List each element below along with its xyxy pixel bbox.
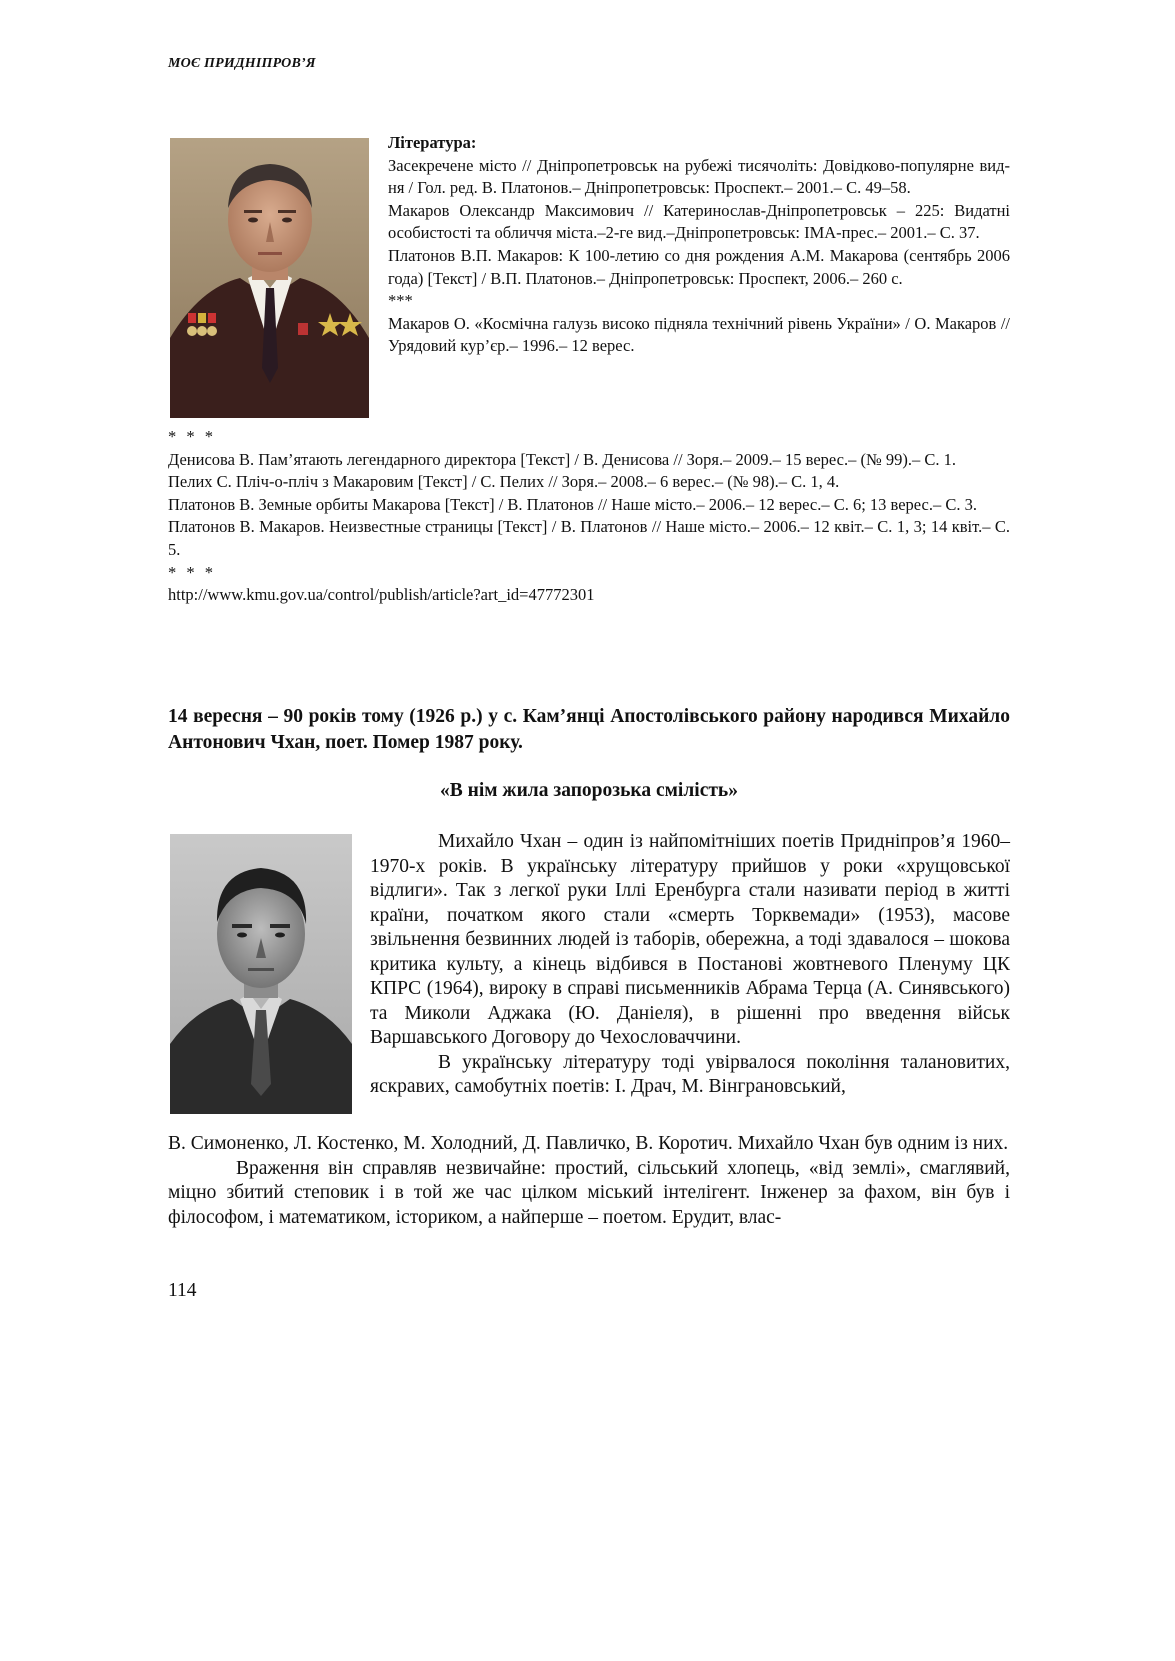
literature-item: Платонов В.П. Макаров: К 100-летию со дня рождения А.М. Макарова (сентябрь 2006 года) [Текст] / В.П. Платонов.– Днiпропетровськ: Проспект, 2006.– 260 с.: [388, 245, 1010, 288]
article-paragraph: Михайло Чхан – один із найпомітніших поетів Придніпров’я 1960–1970-х років. В українську літературу прийшов у роки «хрущовської відлиги». Так з легкої руки Іллі Еренбурга стали називати період в житті країни, початком якого стали «смерть Торквемади» (1953), масове звільнення безвинних людей із таборів, обережна, а тоді здавалося – шокова критика культу, а кінець відбився в Постанові жовтневого Пленуму ЦК КПРС (1964), вироку в справі письменників Абрама Терца (А. Синявського) та Миколи Аджака (Ю. Даніеля), в рішенні про введення військ Варшавського Договору до Чехословаччини.: [370, 831, 1010, 1048]
article-body-beside-photo: [370, 830, 1010, 1100]
literature-separator: ***: [388, 291, 413, 311]
article-paragraph: Враження він справляв незвичайне: простий, сільський хлопець, «від землі», смаглявий, міцно збитий степовик і в той же час цілком міський інтелігент. Інженер за фахом, він був і філософом, і математиком, істориком, а найперше – поетом. Ерудит, влас-: [168, 1157, 1010, 1228]
portrait-photo-makarov: [170, 138, 369, 418]
article-body-full-width: [168, 1132, 1010, 1230]
anniversary-announcement: 14 вересня – 90 років тому (1926 р.) у с. Кам’янці Апостолівського району народився Михайло Антонович Чхан, поет. Помер 1987 року.: [168, 706, 1010, 753]
reference-item: Платонов В. Земные орбиты Макарова [Текст] / В. Платонов // Наше місто.– 2006.– 12 верес.– С. 6; 13 верес.– С. 3.: [168, 494, 977, 514]
reference-item: Платонов В. Макаров. Неизвестные страницы [Текст] / В. Платонов // Наше місто.– 2006.– 12 квіт.– С. 1, 3; 14 квіт.– С. 5.: [168, 517, 1010, 559]
references-block: [168, 426, 1010, 607]
reference-item: Денисова В. Пам’ятають легендарного директора [Текст] / В. Денисова // Зоря.– 2009.– 15 верес.– (№ 99).– С. 1.: [168, 449, 956, 469]
references-separator: * * *: [168, 562, 216, 582]
literature-item: Засекречене місто // Дніпропетровськ на рубежі тисячоліть: Довідково-популярне вид-ня / Гол. ред. В. Платонов.– Дніпропетровськ: Проспект.– 2001.– С. 49–58.: [388, 155, 1010, 198]
literature-item: Макаров О. «Космічна галузь високо підняла технічний рівень України» / О. Макаров // Урядовий кур’єр.– 1996.– 12 верес.: [388, 313, 1010, 356]
article-paragraph: В українську літературу тоді увірвалося покоління талановитих, яскравих, самобутніх поетів: І. Драч, М. Вінграновський,: [370, 1051, 1010, 1097]
reference-url: http://www.kmu.gov.ua/control/publish/article?art_id=47772301: [168, 585, 595, 605]
references-separator: * * *: [168, 427, 216, 446]
reference-item: Пелих С. Пліч-о-пліч з Макаровим [Текст] / С. Пелих // Зоря.– 2008.– 6 верес.– (№ 98).– С. 1, 4.: [168, 472, 840, 492]
literature-item: Макаров Олександр Максимович // Катеринослав-Дніпропетровськ – 225: Видатні особистості та обличчя міста.–2-ге вид.–Дніпропетровськ: ІМА-прес.– 2001.– С. 37.: [388, 200, 1010, 243]
page-number: 114: [168, 1280, 197, 1301]
article-title: «В нім жила запорозька смілість»: [439, 780, 738, 801]
portrait-photo-chkhan: [170, 834, 352, 1114]
literature-heading: Література:: [388, 133, 477, 152]
literature-block: [388, 132, 1010, 358]
running-head: МОЄ ПРИДНІПРОВ’Я: [168, 56, 316, 71]
article-paragraph-continued: В. Симоненко, Л. Костенко, М. Холодний, Д. Павличко, В. Коротич. Михайло Чхан був одним із них.: [168, 1133, 1009, 1154]
